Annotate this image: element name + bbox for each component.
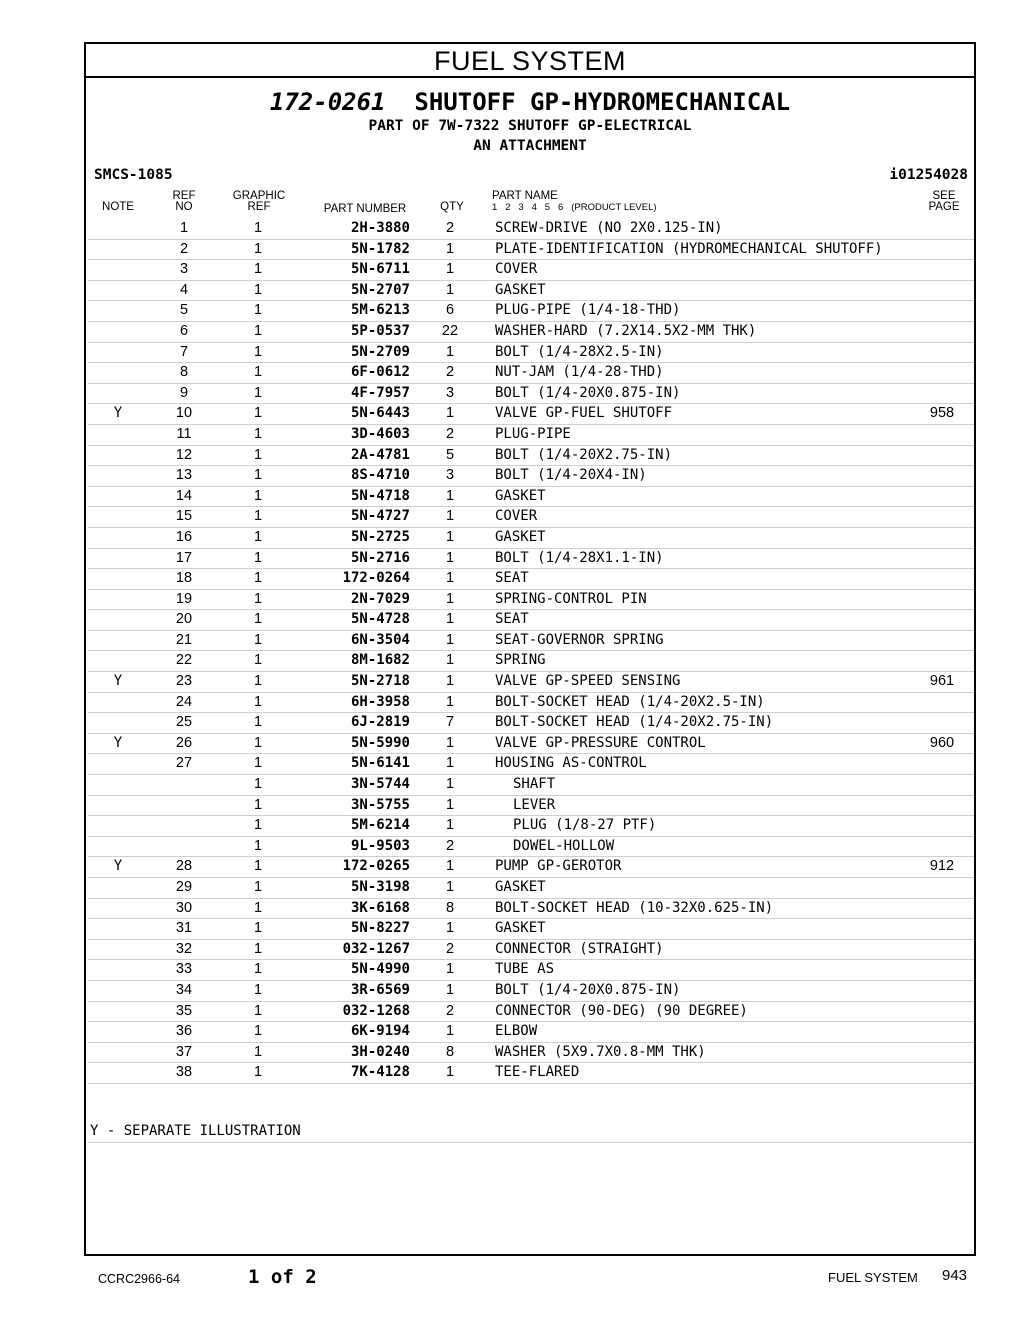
part-name-cell: BOLT (1/4-28X2.5-IN) <box>495 343 664 360</box>
table-row <box>88 672 974 693</box>
note-cell: Y <box>113 734 123 751</box>
ref-no-cell: 28 <box>175 858 193 875</box>
part-number-cell: 3R-6569 <box>350 981 410 998</box>
ref-no-cell: 18 <box>175 570 193 587</box>
qty-cell: 2 <box>445 940 455 957</box>
graphic-ref-cell: 1 <box>253 1064 263 1081</box>
table-row <box>88 487 974 508</box>
graphic-ref-cell: 1 <box>253 673 263 690</box>
part-number-cell: 4F-7957 <box>350 384 410 401</box>
ref-no-cell: 3 <box>179 261 189 278</box>
qty-cell: 2 <box>445 425 455 442</box>
part-name-cell: SEAT <box>495 611 529 628</box>
col-graphic-ref-2: REF <box>247 201 271 213</box>
part-name-cell: SPRING-CONTROL PIN <box>495 590 647 607</box>
graphic-ref-cell: 1 <box>253 570 263 587</box>
see-page-cell: 912 <box>929 858 955 875</box>
part-name-cell: WASHER-HARD (7.2X14.5X2-MM THK) <box>495 322 757 339</box>
part-name-cell: GASKET <box>495 920 546 937</box>
table-row <box>88 1002 974 1023</box>
part-name-cell: GASKET <box>495 879 546 895</box>
ref-no-cell: 33 <box>175 961 193 978</box>
ref-no-cell: 32 <box>175 940 193 957</box>
qty-cell: 2 <box>445 220 455 236</box>
ref-no-cell: 31 <box>175 920 193 937</box>
graphic-ref-cell: 1 <box>253 1002 263 1019</box>
footer-page-of: 1 of 2 <box>248 1266 317 1288</box>
part-name-cell: SEAT-GOVERNOR SPRING <box>495 631 664 648</box>
part-number-cell: 7K-4128 <box>350 1064 410 1081</box>
qty-cell: 1 <box>445 673 455 690</box>
part-number-cell: 5N-5990 <box>350 734 410 751</box>
table-row <box>88 549 974 570</box>
qty-cell: 1 <box>445 1064 455 1081</box>
table-row <box>88 981 974 1002</box>
part-name-cell: SHAFT <box>513 776 556 793</box>
ref-no-cell: 8 <box>179 364 189 381</box>
graphic-ref-cell: 1 <box>253 796 263 813</box>
part-name-cell: CONNECTOR (90-DEG) (90 DEGREE) <box>495 1002 748 1019</box>
graphic-ref-cell: 1 <box>253 776 263 793</box>
table-row <box>88 878 974 899</box>
qty-cell: 1 <box>445 487 455 504</box>
part-name-cell: GASKET <box>495 528 546 545</box>
qty-cell: 1 <box>445 549 455 566</box>
footnote-divider <box>88 1142 974 1143</box>
graphic-ref-cell: 1 <box>253 446 263 463</box>
qty-cell: 1 <box>445 528 455 545</box>
table-row <box>88 775 974 796</box>
qty-cell: 1 <box>445 570 455 587</box>
qty-cell: 1 <box>445 817 455 834</box>
qty-cell: 8 <box>445 1043 455 1060</box>
qty-cell: 1 <box>445 405 455 422</box>
table-row <box>88 693 974 714</box>
parts-table <box>88 219 974 1084</box>
part-name-cell: BOLT (1/4-20X4-IN) <box>495 467 647 484</box>
col-ref-no-1: REF <box>172 190 196 202</box>
part-name-cell: DOWEL-HOLLOW <box>513 837 615 854</box>
table-row <box>88 590 974 611</box>
table-row <box>88 466 974 487</box>
qty-cell: 1 <box>445 734 455 751</box>
qty-cell: 1 <box>445 1023 455 1040</box>
part-number-cell: 5N-2709 <box>350 343 410 360</box>
part-name-cell: SCREW-DRIVE (NO 2X0.125-IN) <box>495 220 723 236</box>
table-row <box>88 796 974 817</box>
table-row <box>88 301 974 322</box>
graphic-ref-cell: 1 <box>253 590 263 607</box>
graphic-ref-cell: 1 <box>253 940 263 957</box>
part-name-cell: NUT-JAM (1/4-28-THD) <box>495 364 664 381</box>
ref-no-cell: 35 <box>175 1002 193 1019</box>
part-name-cell: COVER <box>495 261 538 278</box>
column-headers <box>86 188 974 218</box>
qty-cell: 1 <box>445 611 455 628</box>
part-name-cell: BOLT (1/4-20X2.75-IN) <box>495 446 673 463</box>
table-row <box>88 919 974 940</box>
qty-cell: 22 <box>441 322 459 339</box>
qty-cell: 1 <box>445 590 455 607</box>
graphic-ref-cell: 1 <box>253 384 263 401</box>
part-name-cell: BOLT-SOCKET HEAD (1/4-20X2.75-IN) <box>495 714 774 731</box>
part-of-line: PART OF 7W-7322 SHUTOFF GP-ELECTRICAL <box>368 118 692 134</box>
qty-cell: 1 <box>445 508 455 525</box>
table-row <box>88 384 974 405</box>
group-title <box>86 88 974 116</box>
col-part-name: PART NAME <box>492 190 558 202</box>
graphic-ref-cell: 1 <box>253 405 263 422</box>
part-name-cell: VALVE GP-FUEL SHUTOFF <box>495 405 673 422</box>
part-number-cell: 172-0265 <box>342 858 410 875</box>
qty-cell: 2 <box>445 364 455 381</box>
part-number-cell: 5N-8227 <box>350 920 410 937</box>
part-number-cell: 2H-3880 <box>350 220 410 236</box>
graphic-ref-cell: 1 <box>253 734 263 751</box>
col-ref-no-2: NO <box>175 201 193 213</box>
part-number-cell: 5M-6213 <box>350 302 410 319</box>
qty-cell: 1 <box>445 631 455 648</box>
qty-cell: 1 <box>445 920 455 937</box>
part-number-cell: 3K-6168 <box>350 899 410 916</box>
graphic-ref-cell: 1 <box>253 1023 263 1040</box>
ref-no-cell: 24 <box>175 693 193 710</box>
part-name-cell: VALVE GP-SPEED SENSING <box>495 673 681 690</box>
graphic-ref-cell: 1 <box>253 240 263 257</box>
part-number-cell: 5N-4728 <box>350 611 410 628</box>
ref-no-cell: 37 <box>175 1043 193 1060</box>
part-number-cell: 6H-3958 <box>350 693 410 710</box>
part-number-cell: 3N-5744 <box>350 776 410 793</box>
graphic-ref-cell: 1 <box>253 652 263 669</box>
table-row <box>88 610 974 631</box>
part-number-cell: 6N-3504 <box>350 631 410 648</box>
ref-no-cell: 27 <box>175 755 193 772</box>
part-name-cell: GASKET <box>495 487 546 504</box>
group-header <box>86 78 974 183</box>
table-row <box>88 240 974 261</box>
part-number-cell: 5N-2725 <box>350 528 410 545</box>
part-number-cell: 3H-0240 <box>350 1043 410 1060</box>
part-number-cell: 5N-2707 <box>350 281 410 298</box>
graphic-ref-cell: 1 <box>253 693 263 710</box>
part-number-cell: 172-0264 <box>342 570 410 587</box>
qty-cell: 1 <box>445 755 455 772</box>
footnote: Y - SEPARATE ILLUSTRATION <box>90 1123 301 1139</box>
ref-no-cell: 15 <box>175 508 193 525</box>
footer-page-number: 943 <box>942 1267 968 1284</box>
graphic-ref-cell: 1 <box>253 528 263 545</box>
graphic-ref-cell: 1 <box>253 631 263 648</box>
table-row <box>88 363 974 384</box>
ref-no-cell: 11 <box>176 425 192 442</box>
graphic-ref-cell: 1 <box>253 817 263 834</box>
table-row <box>88 281 974 302</box>
qty-cell: 2 <box>445 837 455 854</box>
section-title: FUEL SYSTEM <box>86 44 974 78</box>
table-row <box>88 1022 974 1043</box>
part-name-cell: PLUG (1/8-27 PTF) <box>513 817 657 834</box>
part-number-cell: 5P-0537 <box>350 322 410 339</box>
ref-no-cell: 14 <box>175 487 193 504</box>
part-name-cell: PLATE-IDENTIFICATION (HYDROMECHANICAL SHUTOFF) <box>495 240 883 257</box>
graphic-ref-cell: 1 <box>253 879 263 895</box>
graphic-ref-cell: 1 <box>253 714 263 731</box>
col-see-page-1: SEE <box>932 190 956 202</box>
ref-no-cell: 2 <box>179 240 189 257</box>
graphic-ref-cell: 1 <box>253 858 263 875</box>
graphic-ref-cell: 1 <box>253 899 263 916</box>
part-number-cell: 2N-7029 <box>350 590 410 607</box>
graphic-ref-cell: 1 <box>253 425 263 442</box>
table-row <box>88 857 974 878</box>
ref-no-cell: 29 <box>175 879 193 895</box>
ref-no-cell: 4 <box>179 281 189 298</box>
note-cell: Y <box>113 405 123 422</box>
graphic-ref-cell: 1 <box>253 281 263 298</box>
part-number-cell: 5N-6443 <box>350 405 410 422</box>
table-row <box>88 507 974 528</box>
part-name-cell: WASHER (5X9.7X0.8-MM THK) <box>495 1043 706 1060</box>
graphic-ref-cell: 1 <box>253 837 263 854</box>
qty-cell: 1 <box>445 981 455 998</box>
footer-code: CCRC2966-64 <box>98 1272 180 1286</box>
part-name-cell: SEAT <box>495 570 529 587</box>
part-number-cell: 5N-2716 <box>350 549 410 566</box>
ref-no-cell: 16 <box>175 528 193 545</box>
qty-cell: 2 <box>445 1002 455 1019</box>
part-name-cell: PUMP GP-GEROTOR <box>495 858 622 875</box>
part-number-cell: 032-1268 <box>342 1002 410 1019</box>
see-page-cell: 960 <box>929 734 955 751</box>
part-number-cell: 5N-1782 <box>350 240 410 257</box>
table-row <box>88 219 974 240</box>
ref-no-cell: 5 <box>179 302 189 319</box>
col-note: NOTE <box>102 201 134 213</box>
graphic-ref-cell: 1 <box>253 467 263 484</box>
part-number-cell: 6F-0612 <box>350 364 410 381</box>
table-row <box>88 713 974 734</box>
graphic-ref-cell: 1 <box>253 755 263 772</box>
graphic-ref-cell: 1 <box>253 364 263 381</box>
part-name-cell: CONNECTOR (STRAIGHT) <box>495 940 664 957</box>
table-row <box>88 260 974 281</box>
table-row <box>88 734 974 755</box>
graphic-ref-cell: 1 <box>253 343 263 360</box>
part-number-cell: 5N-4727 <box>350 508 410 525</box>
table-row <box>88 940 974 961</box>
graphic-ref-cell: 1 <box>253 549 263 566</box>
table-row <box>88 1063 974 1084</box>
note-cell: Y <box>113 673 123 690</box>
part-name-cell: GASKET <box>495 281 546 298</box>
part-number-cell: 3D-4603 <box>350 425 410 442</box>
ref-no-cell: 10 <box>175 405 193 422</box>
group-number: 172-0261 <box>269 88 386 116</box>
ref-no-cell: 25 <box>175 714 193 731</box>
ref-no-cell: 30 <box>175 899 193 916</box>
qty-cell: 1 <box>445 343 455 360</box>
note-cell: Y <box>113 858 123 875</box>
graphic-ref-cell: 1 <box>253 981 263 998</box>
table-row <box>88 816 974 837</box>
table-row <box>88 631 974 652</box>
ref-no-cell: 6 <box>179 322 189 339</box>
table-row <box>88 899 974 920</box>
graphic-ref-cell: 1 <box>253 961 263 978</box>
part-name-cell: TEE-FLARED <box>495 1064 580 1081</box>
table-row <box>88 425 974 446</box>
ref-no-cell: 1 <box>179 220 189 236</box>
table-row <box>88 322 974 343</box>
ref-no-cell: 26 <box>175 734 193 751</box>
graphic-ref-cell: 1 <box>253 920 263 937</box>
table-row <box>88 651 974 672</box>
ref-no-cell: 19 <box>175 590 193 607</box>
ref-no-cell: 36 <box>175 1023 193 1040</box>
part-number-cell: 2A-4781 <box>350 446 410 463</box>
part-number-cell: 8S-4710 <box>350 467 410 484</box>
part-number-cell: 032-1267 <box>342 940 410 957</box>
ref-no-cell: 21 <box>175 631 193 648</box>
see-page-cell: 961 <box>929 673 955 690</box>
part-name-cell: BOLT (1/4-20X0.875-IN) <box>495 981 681 998</box>
part-number-cell: 5N-3198 <box>350 879 410 895</box>
ref-no-cell: 7 <box>179 343 189 360</box>
qty-cell: 1 <box>445 961 455 978</box>
table-row <box>88 754 974 775</box>
qty-cell: 6 <box>445 302 455 319</box>
graphic-ref-cell: 1 <box>253 322 263 339</box>
table-row <box>88 528 974 549</box>
graphic-ref-cell: 1 <box>253 1043 263 1060</box>
qty-cell: 5 <box>445 446 455 463</box>
ref-no-cell: 20 <box>175 611 193 628</box>
part-number-cell: 6K-9194 <box>350 1023 410 1040</box>
qty-cell: 1 <box>445 858 455 875</box>
part-name-cell: PLUG-PIPE (1/4-18-THD) <box>495 302 681 319</box>
ref-no-cell: 12 <box>175 446 193 463</box>
page-frame <box>84 42 976 1256</box>
part-number-cell: 5N-4718 <box>350 487 410 504</box>
part-number-cell: 5N-2718 <box>350 673 410 690</box>
qty-cell: 3 <box>445 384 455 401</box>
graphic-ref-cell: 1 <box>253 261 263 278</box>
graphic-ref-cell: 1 <box>253 302 263 319</box>
part-number-cell: 8M-1682 <box>350 652 410 669</box>
table-row <box>88 837 974 858</box>
ref-no-cell: 9 <box>179 384 189 401</box>
part-name-cell: HOUSING AS-CONTROL <box>495 755 647 772</box>
part-number-cell: 6J-2819 <box>350 714 410 731</box>
col-product-level: 1 2 3 4 5 6 (PRODUCT LEVEL) <box>492 202 657 213</box>
table-row <box>88 1043 974 1064</box>
illustration-id: i01254028 <box>889 167 968 183</box>
qty-cell: 7 <box>445 714 455 731</box>
part-number-cell: 5N-6711 <box>350 261 410 278</box>
table-row <box>88 343 974 364</box>
qty-cell: 1 <box>445 879 455 895</box>
part-name-cell: BOLT-SOCKET HEAD (1/4-20X2.5-IN) <box>495 693 765 710</box>
graphic-ref-cell: 1 <box>253 611 263 628</box>
part-name-cell: VALVE GP-PRESSURE CONTROL <box>495 734 706 751</box>
part-number-cell: 5N-6141 <box>350 755 410 772</box>
qty-cell: 8 <box>445 899 455 916</box>
qty-cell: 1 <box>445 652 455 669</box>
graphic-ref-cell: 1 <box>253 487 263 504</box>
graphic-ref-cell: 1 <box>253 508 263 525</box>
qty-cell: 1 <box>445 693 455 710</box>
ref-no-cell: 13 <box>175 467 193 484</box>
table-row <box>88 404 974 425</box>
ref-no-cell: 22 <box>175 652 193 669</box>
part-name-cell: COVER <box>495 508 538 525</box>
table-row <box>88 960 974 981</box>
smcs-code: SMCS-1085 <box>94 167 173 183</box>
col-qty: QTY <box>440 201 464 213</box>
part-number-cell: 5N-4990 <box>350 961 410 978</box>
col-part-number: PART NUMBER <box>323 203 407 215</box>
qty-cell: 1 <box>445 281 455 298</box>
part-name-cell: PLUG-PIPE <box>495 425 571 442</box>
part-number-cell: 9L-9503 <box>350 837 410 854</box>
part-name-cell: BOLT (1/4-28X1.1-IN) <box>495 549 664 566</box>
ref-no-cell: 34 <box>175 981 193 998</box>
ref-no-cell: 23 <box>175 673 193 690</box>
part-name-cell: ELBOW <box>495 1023 538 1040</box>
part-name-cell: SPRING <box>495 652 546 669</box>
part-name-cell: TUBE AS <box>495 961 555 978</box>
table-row <box>88 569 974 590</box>
part-name-cell: BOLT (1/4-20X0.875-IN) <box>495 384 681 401</box>
ref-no-cell: 17 <box>175 549 193 566</box>
attachment-line: AN ATTACHMENT <box>473 138 587 154</box>
part-name-cell: LEVER <box>513 796 556 813</box>
part-name-cell: BOLT-SOCKET HEAD (10-32X0.625-IN) <box>495 899 774 916</box>
footer-system: FUEL SYSTEM <box>828 1270 918 1285</box>
qty-cell: 1 <box>445 240 455 257</box>
table-row <box>88 446 974 467</box>
graphic-ref-cell: 1 <box>253 220 263 236</box>
qty-cell: 1 <box>445 261 455 278</box>
col-graphic-ref-1: GRAPHIC <box>232 190 286 202</box>
see-page-cell: 958 <box>929 405 955 422</box>
part-number-cell: 5M-6214 <box>350 817 410 834</box>
col-see-page-2: PAGE <box>928 201 960 213</box>
qty-cell: 1 <box>445 796 455 813</box>
qty-cell: 3 <box>445 467 455 484</box>
qty-cell: 1 <box>445 776 455 793</box>
group-name: SHUTOFF GP-HYDROMECHANICAL <box>414 88 791 116</box>
ref-no-cell: 38 <box>175 1064 193 1081</box>
part-number-cell: 3N-5755 <box>350 796 410 813</box>
